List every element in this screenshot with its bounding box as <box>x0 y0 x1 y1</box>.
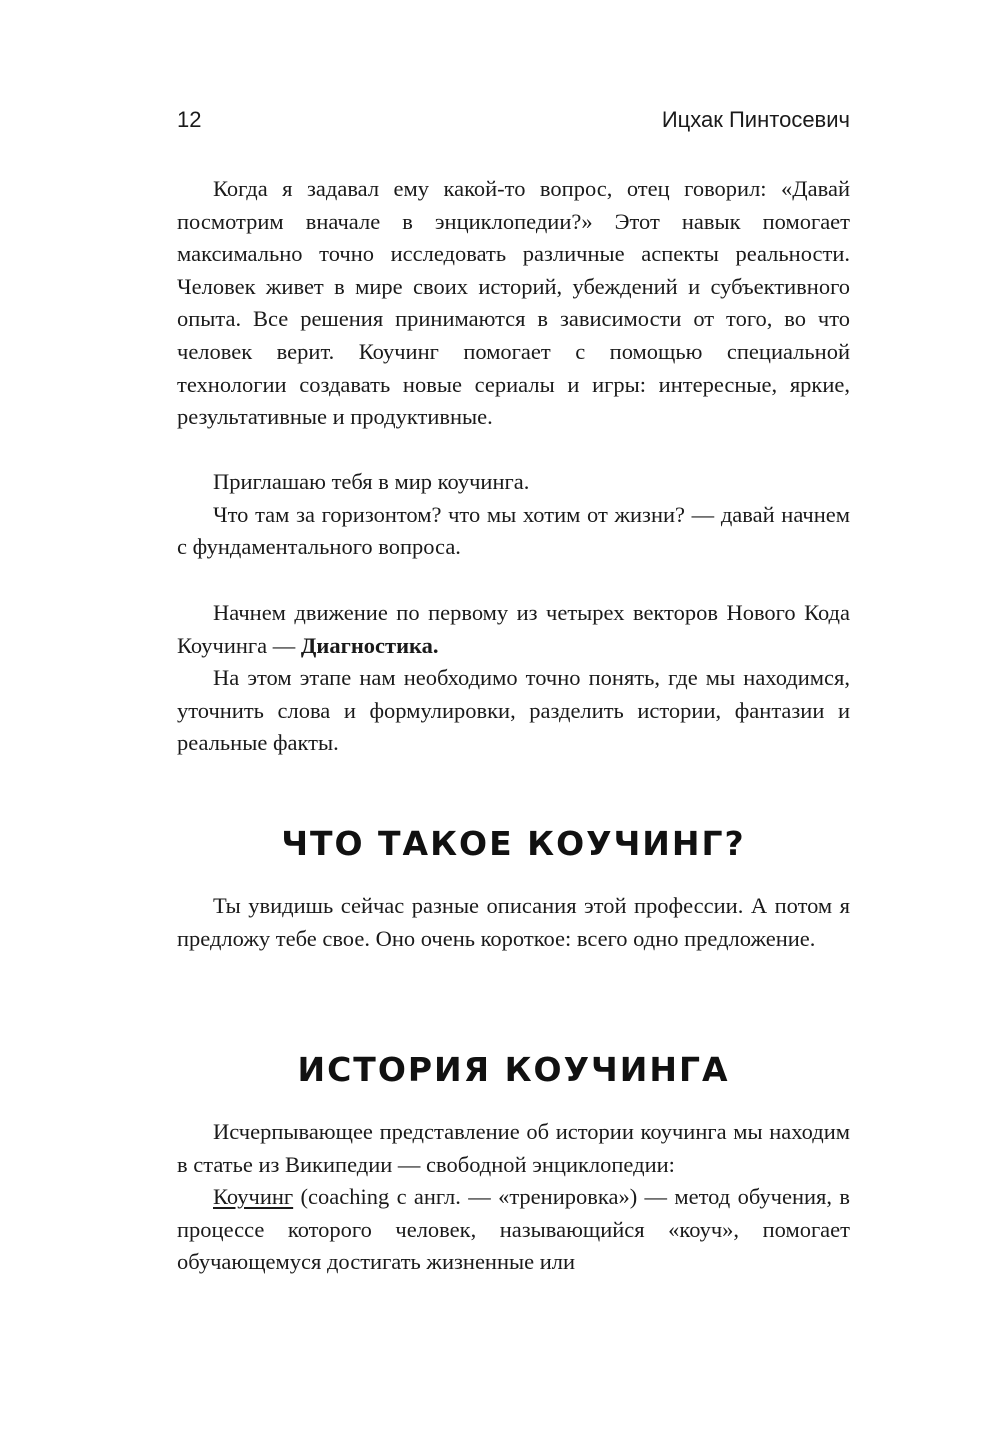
paragraph: На этом этапе нам необходимо точно понять, где мы находимся, уточнить слова и формулировки, разделить истории, фантазии и реальные факты. <box>177 665 850 756</box>
paragraph: Что там за горизонтом? что мы хотим от жизни? — давай начнем с фундаментального вопроса. <box>177 501 850 560</box>
invitation-block <box>177 466 850 564</box>
paragraph: Приглашаю тебя в мир коучинга. <box>213 469 530 494</box>
paragraph: Исчерпывающее представление об истории коучинга мы находим в статье из Википедии — свободной энциклопедии: <box>177 1119 850 1177</box>
section-heading-what-is-coaching: ЧТО ТАКОЕ КОУЧИНГ? <box>281 824 746 863</box>
paragraph-text: Начнем движение по первому из четырех векторов Нового Кода Коучинга — <box>177 600 850 658</box>
running-head <box>177 107 850 139</box>
paragraph-text: (coaching с англ. — «тренировка») — метод обучения, в процессе которого человек, называющийся «коуч», помогает обучающемуся достигать жизненные или <box>177 1184 850 1275</box>
paragraph: Ты увидишь сейчас разные описания этой профессии. А потом я предложу тебе свое. Оно очень короткое: всего одно предложение. <box>177 893 850 951</box>
descriptions-block <box>177 890 850 955</box>
history-block <box>177 1116 850 1279</box>
author-name: Ицхак Пинтосевич <box>661 107 850 132</box>
paragraph <box>177 597 850 662</box>
intro-block <box>177 173 850 434</box>
paragraph: Когда я задавал ему какой-то вопрос, отец говорил: «Давай посмотрим вначале в энциклопедии?» Этот навык помогает максимально точно исследовать различные аспекты реальности. Человек живет в мире своих историй, убеждений и субъективного опыта. Все решения принимаются в зависимости от того, во что человек верит. Коучинг помогает с помощью специальной технологии создавать новые сериалы и игры: интересные, яркие, результативные и продуктивные. <box>177 176 850 430</box>
section-heading-coaching-history: ИСТОРИЯ КОУЧИНГА <box>297 1050 730 1089</box>
page-number: 12 <box>177 107 202 132</box>
coaching-link[interactable]: Коучинг <box>213 1184 294 1210</box>
paragraph <box>177 1181 850 1279</box>
diagnostics-block <box>177 597 850 760</box>
diagnostics-term: Диагностика. <box>300 632 439 658</box>
